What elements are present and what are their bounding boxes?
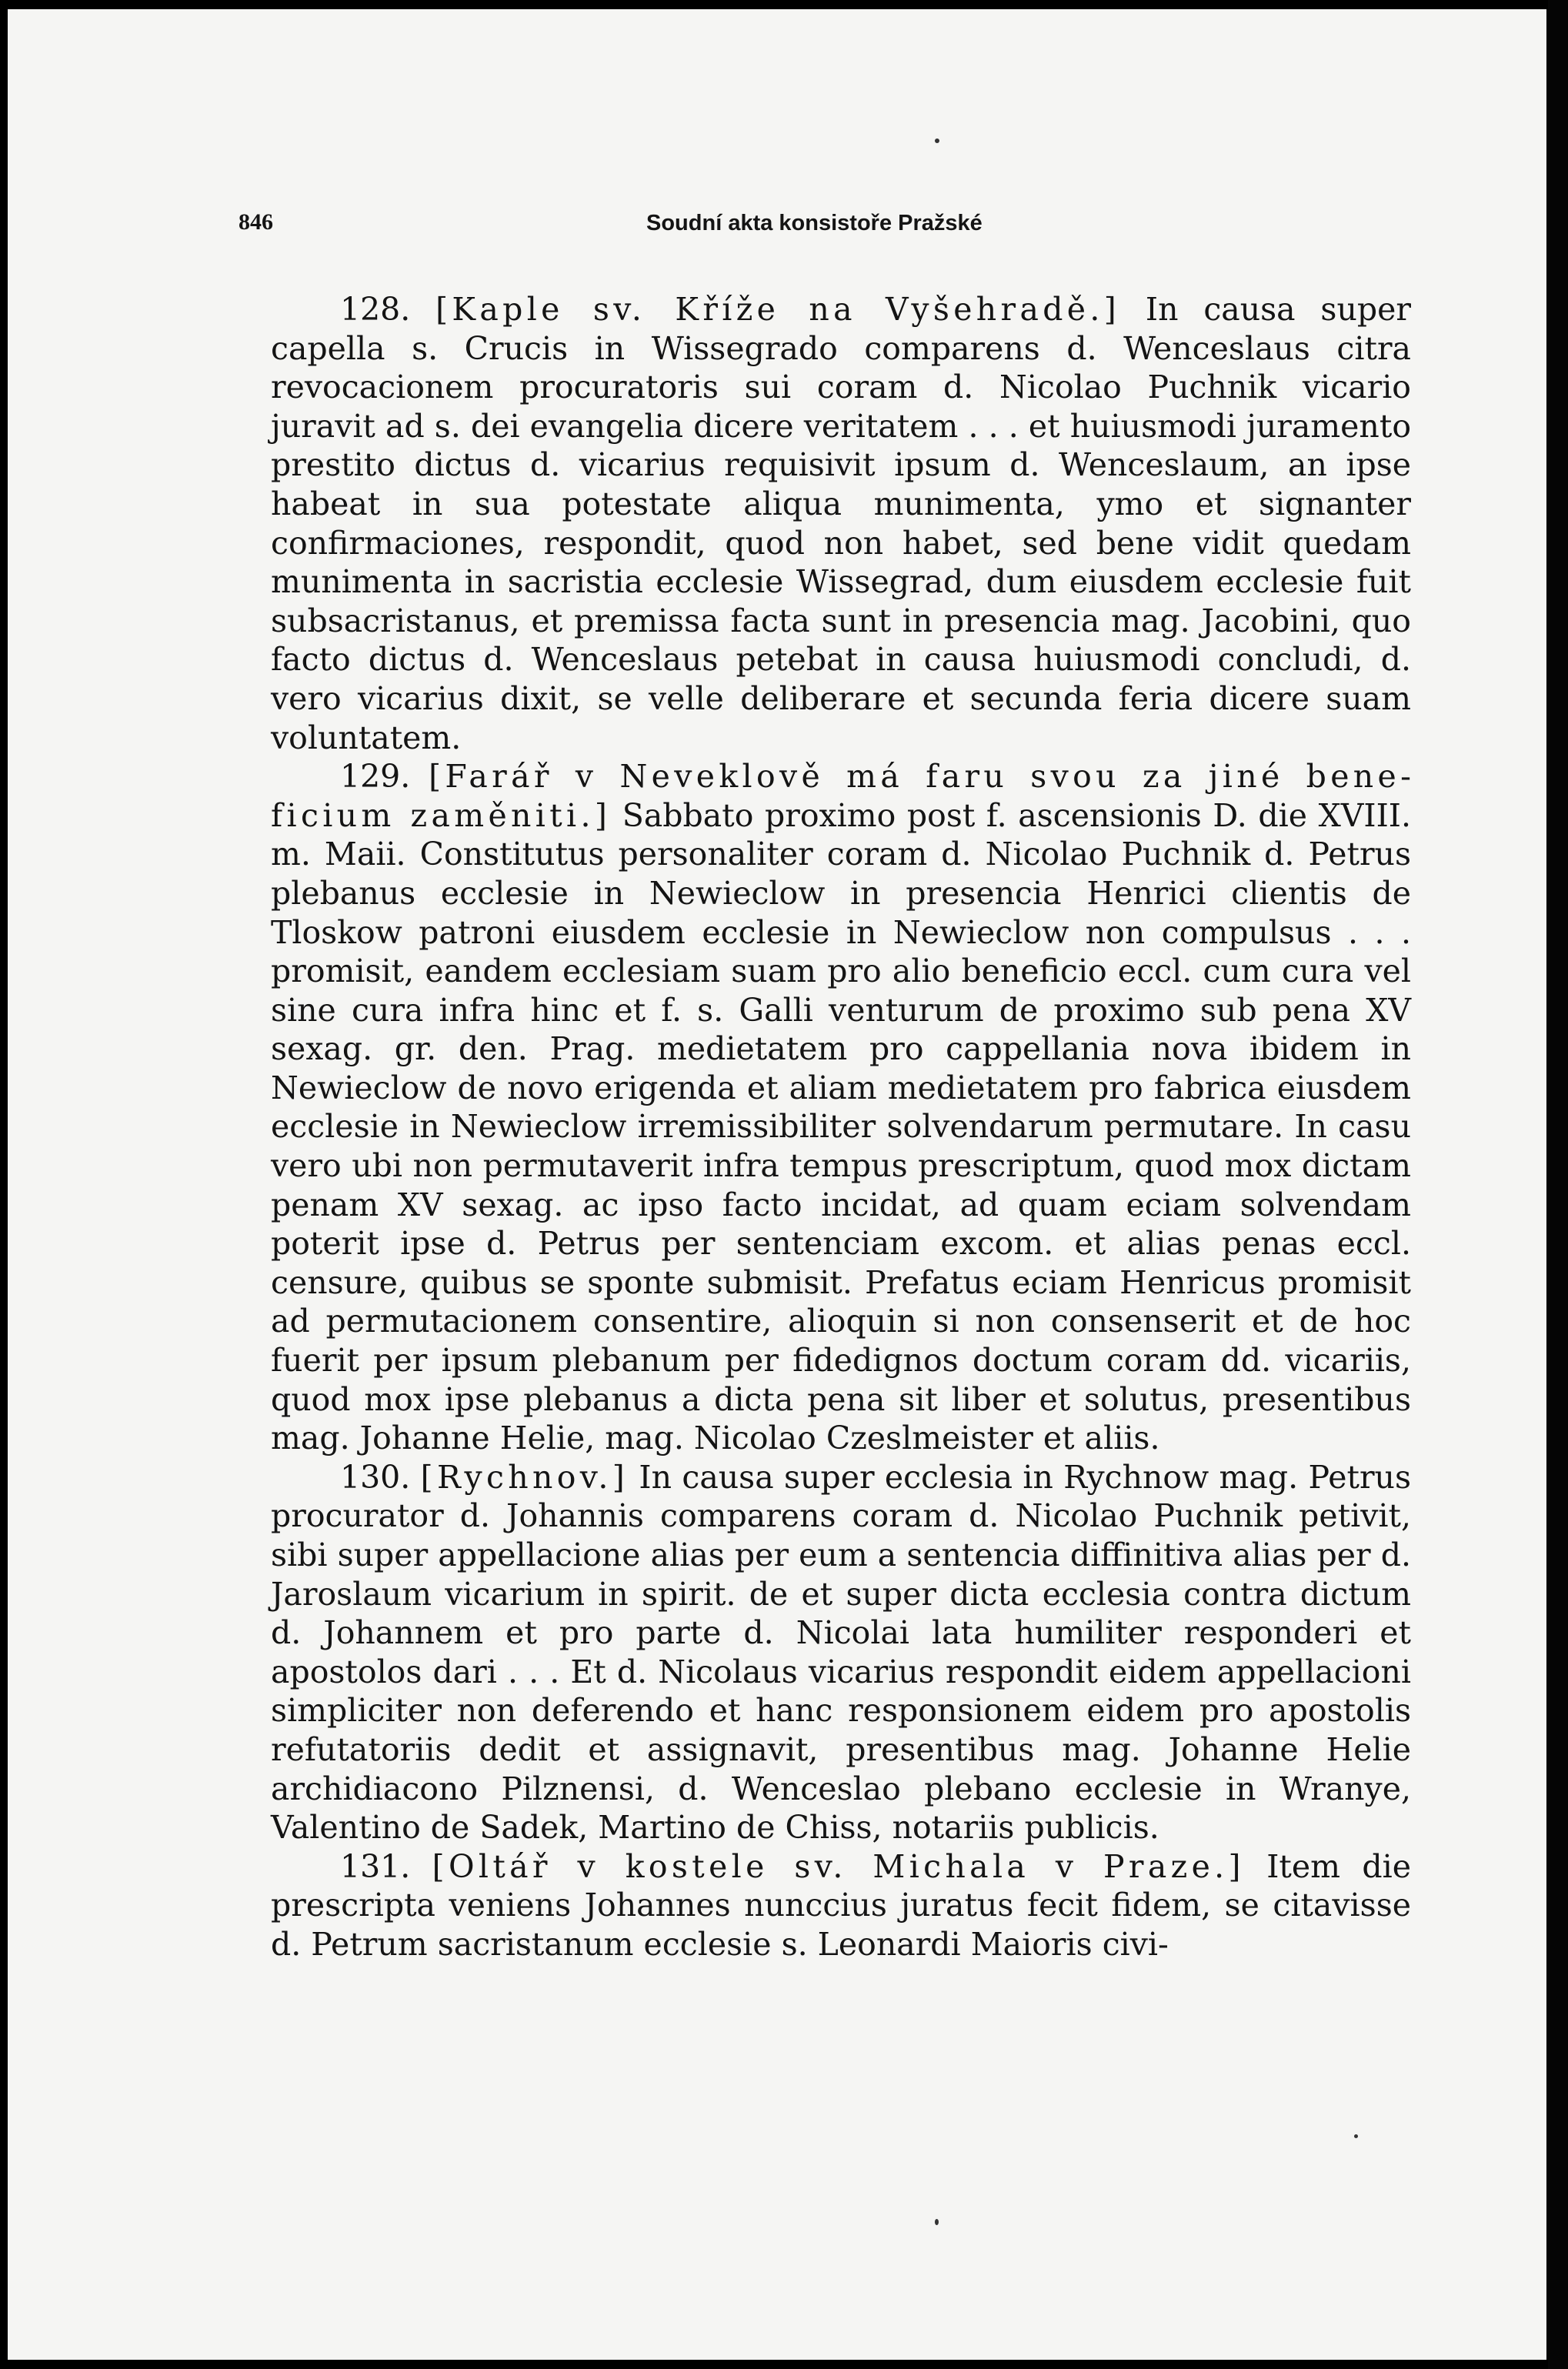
entry-number: 129. bbox=[340, 758, 411, 796]
entry-131 bbox=[271, 1847, 1411, 1964]
entry-title: [Rychnov.] bbox=[420, 1458, 629, 1496]
entry-number: 131. bbox=[340, 1847, 411, 1885]
entry-title: [Kaple sv. Kříže na Vyšehradě.] bbox=[435, 291, 1121, 328]
entry-title: [Oltář v kostele sv. Michala v Praze.] bbox=[432, 1847, 1245, 1885]
entry-128 bbox=[271, 290, 1411, 757]
entry-130 bbox=[271, 1458, 1411, 1847]
entry-title: [Farář v Neveklově má faru svou za jiné beneficium zaměniti.] bbox=[271, 758, 1411, 834]
entry-129 bbox=[271, 757, 1411, 1458]
entry-text: Item die prescripta veniens Johannes nunccius juratus fecit fidem, se citavisse d. Petrum sacristanum ecclesie s. Leonardi Maioris civi- bbox=[271, 1847, 1411, 1963]
scanned-page bbox=[8, 9, 1546, 2360]
entry-text: In causa super capella s. Crucis in Wissegrado comparens d. Wenceslaus citra revocacionem procuratoris sui coram d. Nicolao Puchnik vicario juravit ad s. dei evangelia dicere veritatem . . . et huiusmodi juramento prestito dictus d. vicarius requisivit ipsum d. Wenceslaum, an ipse habeat in sua potestate aliqua munimenta, ymo et signanter confirmaciones, respondit, quod non habet, sed bene vidit quedam munimenta in sacristia ecclesie Wissegrad, dum eiusdem ecclesie fuit subsacristanus, et premissa facta sunt in presencia mag. Jacobini, quo facto dictus d. Wenceslaus petebat in causa huiusmodi concludi, d. vero vicarius dixit, se velle deliberare et secunda feria dicere suam voluntatem. bbox=[271, 291, 1411, 756]
page-header bbox=[239, 209, 1423, 255]
entry-text: In causa super ecclesia in Rychnow mag. Petrus procurator d. Johannis comparens coram d. Nicolao Puchnik petivit, sibi super appellacione alias per eum a sentencia diffinitiva alias per d. Jaroslaum vicarium in spirit. de et super dicta ecclesia contra dictum d. Johannem et pro parte d. Nicolai lata humiliter responderi et apostolos dari . . . Et d. Nicolaus vicarius respondit eidem appellacioni simpliciter non deferendo et hanc responsionem eidem pro apostolis refutatoriis dedit et assignavit, presentibus mag. Johanne Helie archidiacono Pilznensi, d. Wenceslao plebano ecclesie in Wranye, Valentino de Sadek, Martino de Chiss, notariis publicis. bbox=[271, 1458, 1411, 1847]
entry-text: Sabbato proximo post f. ascensionis D. die XVIII. m. Maii. Constitutus personaliter coram d. Nicolao Puchnik d. Petrus plebanus ecclesie in Newieclow in presencia Henrici clientis de Tloskow patroni eiusdem ecclesie in Newieclow non compulsus . . . promisit, eandem ecclesiam suam pro alio beneficio eccl. cum cura vel sine cura infra hinc et f. s. Galli venturum de proximo sub pena XV sexag. gr. den. Prag. medietatem pro cappellania nova ibidem in Newieclow de novo erigenda et aliam medietatem pro fabrica eiusdem ecclesie in Newieclow irremissibiliter solvendarum permutare. In casu vero ubi non permutaverit infra tempus prescriptum, quod mox dictam penam XV sexag. ac ipso facto incidat, ad quam eciam solvendam poterit ipse d. Petrus per sentenciam excom. et alias penas eccl. censure, quibus se sponte submisit. Prefatus eciam Henricus promisit ad permutacionem consentire, alioquin si non consenserit et de hoc fuerit per ipsum plebanum per fidedignos doctum coram dd. vicariis, quod mox ipse plebanus a dicta pena sit liber et solutus, presentibus mag. Johanne Helie, mag. Nicolao Czeslmeister et aliis. bbox=[271, 796, 1411, 1457]
scan-speck bbox=[1354, 2134, 1358, 2138]
body-text bbox=[271, 290, 1411, 1964]
entry-number: 130. bbox=[340, 1458, 411, 1496]
entry-number: 128. bbox=[340, 291, 411, 328]
scan-speck bbox=[935, 2219, 939, 2225]
scan-speck bbox=[935, 138, 939, 143]
page-number: 846 bbox=[239, 209, 273, 235]
scan-border bbox=[1548, 0, 1568, 2369]
running-title: Soudní akta konsistoře Pražské bbox=[646, 211, 983, 235]
